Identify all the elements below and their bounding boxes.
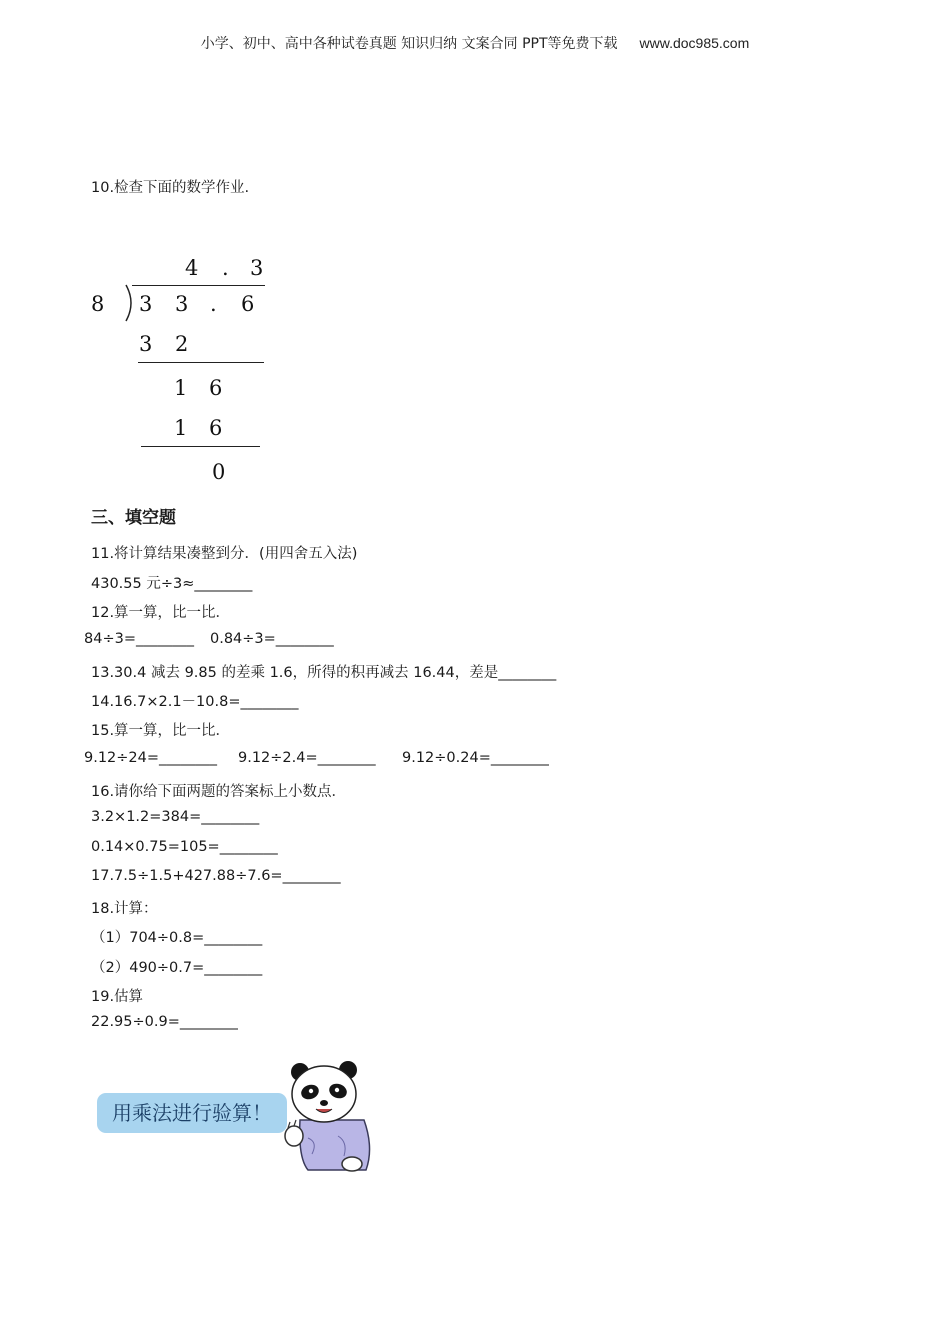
question-16-text: 16.请你给下面两题的答案标上小数点．: [91, 784, 347, 800]
dividend-digit: 3: [139, 292, 153, 316]
speech-bubble: 用乘法进行验算！: [97, 1093, 287, 1133]
dividend-digit: 6: [241, 292, 255, 316]
panda-icon: [278, 1058, 378, 1173]
division-bracket: [123, 284, 137, 324]
question-19-answer: 22.95÷0.9=________: [91, 1014, 238, 1030]
page-header: [0, 33, 950, 53]
section-title: 三、填空题: [91, 508, 176, 528]
divisor: 8: [91, 292, 105, 316]
division-bar: [132, 285, 265, 286]
question-11-text: 11.将计算结果凑整到分．(用四舍五入法): [91, 546, 358, 562]
remainder: 0: [212, 460, 226, 484]
long-division: [85, 248, 285, 488]
question-10-text: 10.检查下面的数学作业.: [91, 180, 250, 196]
quotient-digit: 4: [185, 256, 199, 280]
step-digit: 1: [174, 376, 188, 400]
header-text: 小学、初中、高中各种试卷真题 知识归纳 文案合同 PPT等免费下载: [200, 36, 618, 52]
question-15-answer-a: 9.12÷24=________: [84, 750, 218, 766]
question-18-answer-b: （2）490÷0.7=________: [91, 960, 263, 976]
panda-illustration: [95, 1058, 380, 1173]
question-15-text: 15.算一算，比一比．: [91, 723, 231, 739]
question-15-answer-b: 9.12÷2.4=________: [238, 750, 376, 766]
step-digit: 1: [174, 416, 188, 440]
question-13: 13.30.4 减去 9.85 的差乘 1.6，所得的积再减去 16.44，差是________: [91, 665, 557, 681]
question-18-answer-a: （1）704÷0.8=________: [91, 930, 263, 946]
dividend-digit: .: [210, 292, 217, 316]
step-digit: 2: [175, 332, 189, 356]
step-digit: 6: [209, 416, 223, 440]
question-11-answer: 430.55 元÷3≈________: [91, 576, 253, 592]
quotient-digit: .: [222, 256, 229, 280]
question-12-answer-b: 0.84÷3=________: [210, 631, 334, 647]
question-16-answer-a: 3.2×1.2=384=________: [91, 809, 260, 825]
subtraction-line: [141, 446, 260, 447]
step-digit: 3: [139, 332, 153, 356]
subtraction-line: [138, 362, 264, 363]
dividend-digit: 3: [175, 292, 189, 316]
question-12-text: 12.算一算，比一比．: [91, 605, 231, 621]
step-digit: 6: [209, 376, 223, 400]
header-site: www.doc985.com: [639, 35, 750, 51]
quotient-digit: 3: [250, 256, 264, 280]
question-14: 14.16.7×2.1－10.8=________: [91, 694, 299, 710]
question-16-answer-b: 0.14×0.75=105=________: [91, 839, 278, 855]
question-12-answer-a: 84÷3=________: [84, 631, 194, 647]
question-19-text: 19.估算: [91, 989, 144, 1005]
question-15-answer-c: 9.12÷0.24=________: [402, 750, 549, 766]
question-17: 17.7.5÷1.5+427.88÷7.6=________: [91, 868, 341, 884]
question-18-text: 18.计算：: [91, 901, 158, 917]
